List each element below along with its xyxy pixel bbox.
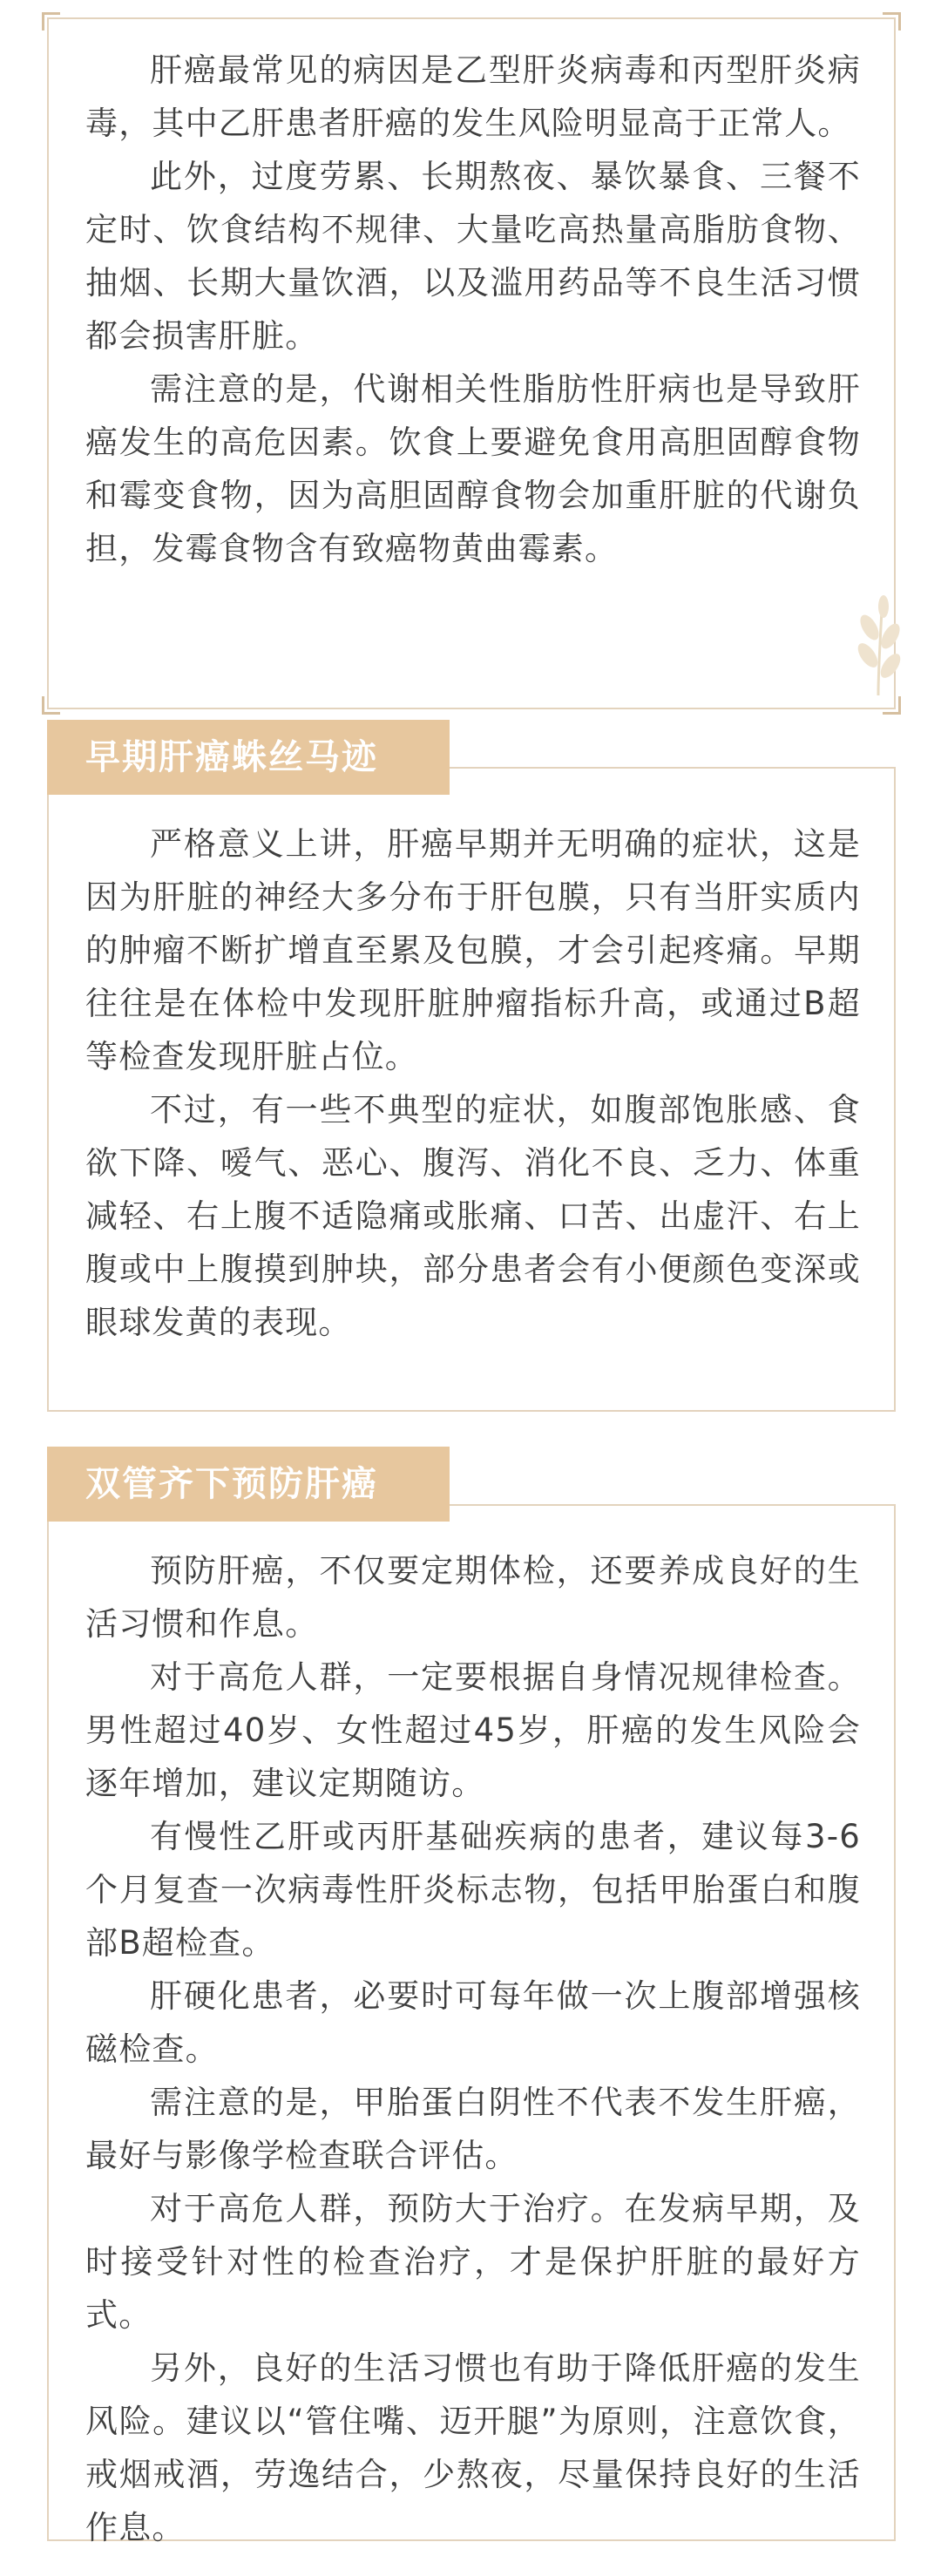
paragraph: 肝癌最常见的病因是乙型肝炎病毒和丙型肝炎病毒，其中乙肝患者肝癌的发生风险明显高于正常人。 [85, 51, 861, 142]
paragraph: 严格意义上讲，肝癌早期并无明确的症状，这是因为肝脏的神经大多分布于肝包膜，只有当肝实质内的肿瘤不断扩增直至累及包膜，才会引起疼痛。早期往往是在体检中发现肝脏肿瘤指标升高，或通过B超等检查发现肝脏占位。 [85, 825, 861, 1075]
corner-ornament [42, 696, 60, 715]
section2-text [85, 817, 861, 1349]
corner-ornament [42, 12, 60, 31]
paragraph: 对于高危人群，一定要根据自身情况规律检查。男性超过40岁、女性超过45岁，肝癌的发生风险会逐年增加，建议定期随访。 [85, 1658, 861, 1802]
paragraph: 对于高危人群，预防大于治疗。在发病早期，及时接受针对性的检查治疗，才是保护肝脏的最好方式。 [85, 2190, 861, 2334]
paragraph: 需注意的是，代谢相关性脂肪性肝病也是导致肝癌发生的高危因素。饮食上要避免食用高胆固醇食物和霉变食物，因为高胆固醇食物会加重肝脏的代谢负担，发霉食物含有致癌物黄曲霉素。 [85, 370, 861, 567]
section3-text [85, 1544, 861, 2554]
paragraph: 此外，过度劳累、长期熬夜、暴饮暴食、三餐不定时、饮食结构不规律、大量吃高热量高脂肪食物、抽烟、长期大量饮酒，以及滥用药品等不良生活习惯都会损害肝脏。 [85, 158, 861, 355]
paragraph: 预防肝癌，不仅要定期体检，还要养成良好的生活习惯和作息。 [85, 1552, 861, 1643]
corner-ornament [883, 12, 901, 31]
paragraph: 有慢性乙肝或丙肝基础疾病的患者，建议每3-6个月复查一次病毒性肝炎标志物，包括甲胎蛋白和腹部B超检查。 [85, 1818, 861, 1962]
paragraph: 需注意的是，甲胎蛋白阴性不代表不发生肝癌，最好与影像学检查联合评估。 [85, 2084, 861, 2174]
paragraph: 不过，有一些不典型的症状，如腹部饱胀感、食欲下降、嗳气、恶心、腹泻、消化不良、乏力、体重减轻、右上腹不适隐痛或胀痛、口苦、出虚汗、右上腹或中上腹摸到肿块，部分患者会有小便颜色变深或眼球发黄的表现。 [85, 1091, 861, 1341]
section1-text [85, 44, 861, 575]
corner-ornament [883, 696, 901, 715]
paragraph: 肝硬化患者，必要时可每年做一次上腹部增强核磁检查。 [85, 1977, 861, 2068]
section2-header: 早期肝癌蛛丝马迹 [47, 720, 450, 795]
paragraph: 另外，良好的生活习惯也有助于降低肝癌的发生风险。建议以“管住嘴、迈开腿”为原则，注意饮食，戒烟戒酒，劳逸结合，少熬夜，尽量保持良好的生活作息。 [85, 2349, 861, 2546]
leaf-sprig-icon [843, 593, 913, 697]
section3-header: 双管齐下预防肝癌 [47, 1447, 450, 1522]
